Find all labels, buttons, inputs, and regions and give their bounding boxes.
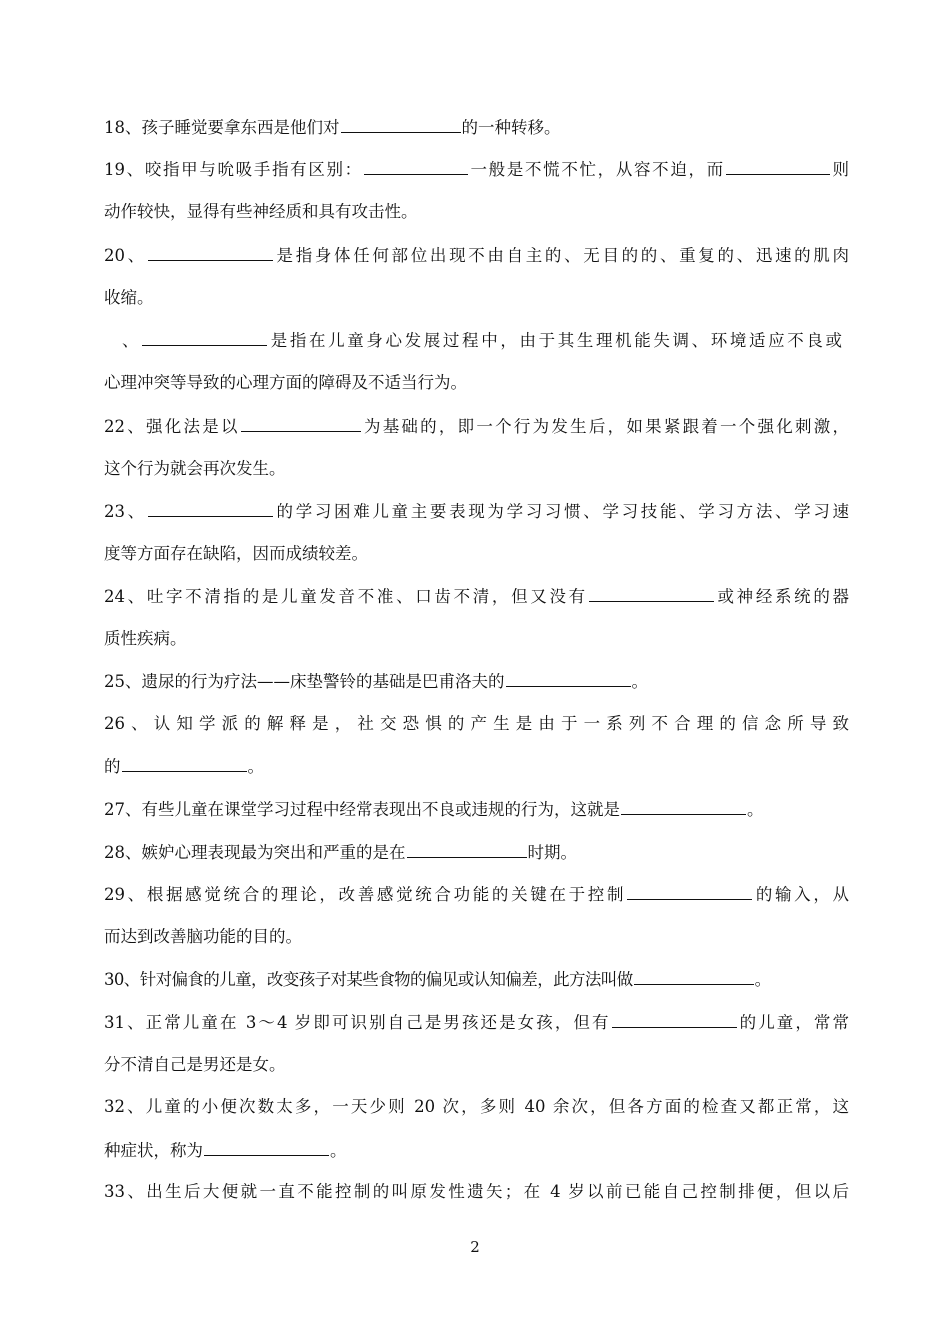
question-21: 、 是指在儿童身心发展过程中，由于其生理机能失调、环境适应不良或: [122, 331, 843, 350]
question-33: 33、出生后大便就一直不能控制的叫原发性遗矢；在 4 岁以前已能自己控制排便，但以后: [104, 1182, 849, 1201]
question-24-line-2: 质性疾病。: [104, 629, 187, 648]
page-number: 2: [470, 1238, 480, 1256]
question-29-line-2: 而达到改善脑功能的目的。: [104, 927, 302, 946]
question-23: 23、 的学习困难儿童主要表现为学习习惯、学习技能、学习方法、学习速: [104, 502, 849, 521]
question-30: 30、针对偏食的儿童，改变孩子对某些食物的偏见或认知偏差，此方法叫做 。: [104, 970, 771, 989]
answer-blank[interactable]: [506, 670, 631, 687]
answer-blank[interactable]: [634, 968, 754, 985]
answer-blank[interactable]: [612, 1011, 737, 1028]
answer-blank[interactable]: [364, 158, 468, 175]
question-22: 22、强化法是以 为基础的，即一个行为发生后，如果紧跟着一个强化刺激，: [104, 417, 850, 436]
answer-blank[interactable]: [726, 158, 830, 175]
answer-blank[interactable]: [148, 244, 273, 261]
answer-blank[interactable]: [241, 415, 361, 432]
question-22-line-2: 这个行为就会再次发生。: [104, 459, 286, 478]
question-19: 19、咬指甲与吮吸手指有区别： 一般是不慌不忙，从容不迫，而 则: [104, 160, 850, 179]
question-31-line-2: 分不清自己是男还是女。: [104, 1055, 286, 1074]
question-20: 20、 是指身体任何部位出现不由自主的、无目的的、重复的、迅速的肌肉: [104, 246, 849, 265]
question-27: 27、有些儿童在课堂学习过程中经常表现出不良或违规的行为，这就是 。: [104, 800, 764, 819]
question-32: 32、儿童的小便次数太多，一天少则 20 次，多则 40 余次，但各方面的检查又都正常，这: [104, 1097, 849, 1116]
question-20-line-2: 收缩。: [104, 288, 154, 307]
answer-blank[interactable]: [148, 500, 273, 517]
question-26: 26、认知学派的解释是，社交恐惧的产生是由于一系列不合理的信念所导致: [104, 714, 849, 733]
question-23-line-2: 度等方面存在缺陷，因而成绩较差。: [104, 544, 368, 563]
question-18: 18、孩子睡觉要拿东西是他们对 的一种转移。: [104, 118, 561, 137]
answer-blank[interactable]: [621, 798, 746, 815]
question-26-line-2: 的 。: [104, 757, 264, 776]
answer-blank[interactable]: [204, 1139, 329, 1156]
answer-blank[interactable]: [627, 883, 752, 900]
question-32-line-2: 种症状，称为 。: [104, 1141, 347, 1160]
question-21-line-2: 心理冲突等导致的心理方面的障碍及不适当行为。: [104, 373, 467, 392]
answer-blank[interactable]: [122, 755, 247, 772]
question-25: 25、遗尿的行为疗法——床垫警铃的基础是巴甫洛夫的 。: [104, 672, 648, 691]
question-19-line-2: 动作较快，显得有些神经质和具有攻击性。: [104, 202, 418, 221]
question-29: 29、根据感觉统合的理论，改善感觉统合功能的关键在于控制 的输入，从: [104, 885, 849, 904]
answer-blank[interactable]: [341, 116, 461, 133]
question-31: 31、正常儿童在 3～4 岁即可识别自己是男孩还是女孩，但有 的儿童，常常: [104, 1013, 850, 1032]
answer-blank[interactable]: [589, 585, 714, 602]
answer-blank[interactable]: [407, 841, 527, 858]
question-24: 24、吐字不清指的是儿童发音不准、口齿不清，但又没有 或神经系统的器: [104, 587, 849, 606]
answer-blank[interactable]: [142, 329, 267, 346]
question-28: 28、嫉妒心理表现最为突出和严重的是在 时期。: [104, 843, 577, 862]
